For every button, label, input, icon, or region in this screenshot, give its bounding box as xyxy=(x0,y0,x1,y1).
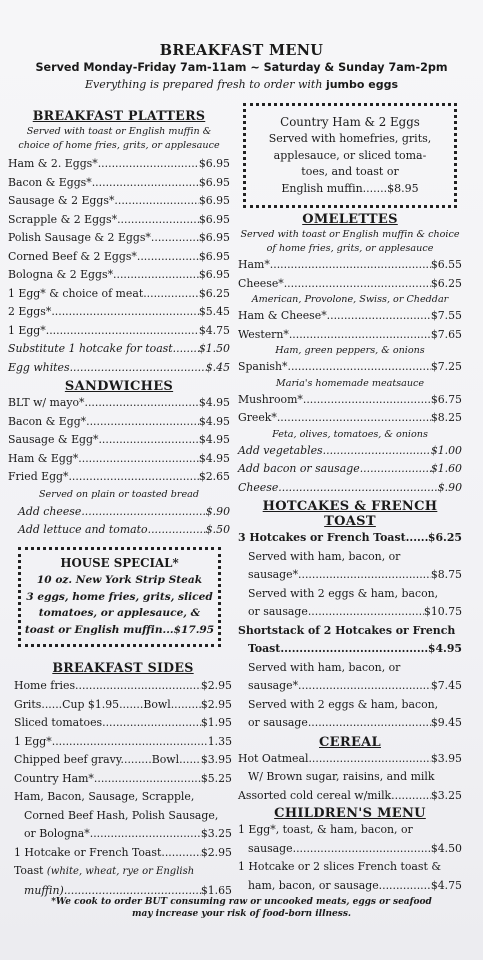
list-item: Corned Beef & 2 Eggs* ..... $6.95 xyxy=(8,248,230,267)
list-item: Country Ham* ..... $5.25 xyxy=(14,770,232,789)
list-item: 1 Egg* & choice of meat ..... $6.25 xyxy=(8,285,230,304)
cereal-heading: CEREAL xyxy=(319,734,381,750)
omelettes-heading: OMELETTES xyxy=(302,212,398,227)
list-item: Add lettuce and tomato ..... $.50 xyxy=(8,521,230,540)
sandwiches-list xyxy=(8,394,230,540)
list-item: ham, bacon, or sausage ..... $4.75 xyxy=(238,877,462,896)
list-item: Ham* ..... $6.55 xyxy=(238,256,462,275)
list-item: Fried Egg* ..... $2.65 xyxy=(8,468,230,487)
list-item: Sliced tomatoes ..... $1.95 xyxy=(14,714,232,733)
list-item: Mushroom* ..... $6.75 xyxy=(238,391,462,410)
list-item: Bacon & Egg* ..... $4.95 xyxy=(8,413,230,432)
list-item: Add bacon or sausage ..... $1.60 xyxy=(238,460,462,479)
platters-note: Served with toast or English muffin & choice of home fries, grits, or applesauce xyxy=(18,126,220,151)
platters-heading: BREAKFAST PLATTERS xyxy=(32,108,206,123)
list-item: Chipped beef gravy.........Bowl ..... $3.95 xyxy=(14,751,232,770)
list-item: Sausage & 2 Eggs* ..... $6.95 xyxy=(8,192,230,211)
list-item: Spanish* ..... $7.25 xyxy=(238,358,462,377)
list-item: Ham & Egg* ..... $4.95 xyxy=(8,450,230,469)
list-item: muffin) ..... $1.65 xyxy=(14,882,232,901)
sandwiches-heading: SANDWICHES xyxy=(64,379,174,394)
list-item: or Bologna* ..... $3.25 xyxy=(14,825,232,844)
hours-line: Served Monday-Friday 7am-11am ~ Saturday & Sunday 7am-2pm xyxy=(35,61,448,74)
list-item: BLT w/ mayo* ..... $4.95 xyxy=(8,394,230,413)
list-item: Assorted cold cereal w/milk ..... $3.25 xyxy=(238,787,462,806)
list-item: Grits......Cup $1.95.......Bowl ..... $2.95 xyxy=(14,696,232,715)
list-item: or sausage ..... $10.75 xyxy=(238,603,462,622)
list-item: Scrapple & 2 Eggs* ..... $6.95 xyxy=(8,211,230,230)
list-item: sausage* ..... $8.75 xyxy=(238,566,462,585)
list-item: Toast ..... $4.95 xyxy=(238,640,462,659)
list-item: Add vegetables ..... $1.00 xyxy=(238,442,462,461)
platters-list xyxy=(8,155,230,377)
list-item: 2 Eggs* ..... $5.45 xyxy=(8,303,230,322)
sandwiches-note: Served on plain or toasted bread xyxy=(38,488,200,500)
menu-title: BREAKFAST MENU xyxy=(159,42,324,59)
footer-disclaimer: *We cook to order BUT consuming raw or uncooked meats, eggs or seafood may increase your risk of food-born illness. xyxy=(51,897,432,919)
house-special-box: HOUSE SPECIAL* 10 oz. New York Strip Steak 3 eggs, home fries, grits, sliced tomatoes, or applesauce, & toast or English muffin...$17.95 xyxy=(18,547,221,647)
list-item: Hot Oatmeal ..... $3.95 xyxy=(238,750,462,769)
country-title: Country Ham & 2 Eggs xyxy=(280,115,420,129)
list-item: Ham & Cheese* ..... $7.55 xyxy=(238,307,462,326)
list-item: or sausage ..... $9.45 xyxy=(238,714,462,733)
list-item: Cheese ..... $.90 xyxy=(238,479,462,498)
list-item: 3 Hotcakes or French Toast ..... $6.25 xyxy=(238,529,462,548)
country-ham-box: Country Ham & 2 Eggs Served with homefries, grits, applesauce, or sliced toma- toes, and toast or English muffin.......$8.95 xyxy=(243,103,457,208)
list-item: Substitute 1 hotcake for toast ..... $1.50 xyxy=(8,340,230,359)
list-item: Add cheese ..... $.90 xyxy=(8,503,230,522)
list-item: 1 Egg* ..... $4.75 xyxy=(8,322,230,341)
right-column: OMELETTES Served with toast or English muffin & choice of home fries, grits, or applesauce Ham* ..... $6.55 Cheese* ..... $6.25 American, Provolone, Swiss, or Cheddar Ham & Cheese* ..... $7.55 Western* ..... $7.65 Ham, green peppers, & onions Spanish* ..... $7.25 Maria's homemade meatsauce Mushroom* ..... $6.75 Greek* ..... $8.25 Feta, olives, tomatoes, & onions Add vegetables ..... $1.00 Add bacon or sausage ..... $1.60 Cheese ..... $.90 HOTCAKES & FRENCH TOAST 3 Hotcakes or French Toast ..... $6.25 Served with ham, bacon, or sausage* ..... $8.75 Served with 2 eggs & ham, bacon, or sausage ..... $10.75 Shortstack of 2 Hotcakes or French Toast ..... $4.95 Served with ham, bacon, or sausage* ..... $7.45 Served with 2 eggs & ham, bacon, or sausage ..... $9.45 CEREAL Hot Oatmeal ..... $3.95 W/ Brown sugar, raisins, and milk Assorted cold cereal w/milk ..... $3.25 CHILDREN'S MENU 1 Egg*, toast, & ham, bacon, or sausage ..... $4.50 1 Hotcake or 2 slices French toast & ham, bacon, or sausage ..... $4.75 xyxy=(238,212,462,895)
list-item: 1 Egg* ..... 1.35 xyxy=(14,733,232,752)
special-title: HOUSE SPECIAL* xyxy=(60,556,179,570)
left-column xyxy=(8,108,230,540)
list-item: Bologna & 2 Eggs* ..... $6.95 xyxy=(8,266,230,285)
hotcakes-heading: HOTCAKES & FRENCH TOAST xyxy=(262,499,438,529)
list-item: Western* ..... $7.65 xyxy=(238,326,462,345)
list-item: Cheese* ..... $6.25 xyxy=(238,275,462,294)
list-item: Egg whites ..... $.45 xyxy=(8,359,230,378)
children-heading: CHILDREN'S MENU xyxy=(274,806,426,821)
list-item: sausage ..... $4.50 xyxy=(238,840,462,859)
list-item: Bacon & Eggs* ..... $6.95 xyxy=(8,174,230,193)
fresh-line: Everything is prepared fresh to order with jumbo eggs xyxy=(84,78,399,91)
list-item: Sausage & Egg* ..... $4.95 xyxy=(8,431,230,450)
list-item: sausage* ..... $7.45 xyxy=(238,677,462,696)
sides-section: BREAKFAST SIDES Home fries ..... $2.95 Grits......Cup $1.95.......Bowl ..... $2.95 Sliced tomatoes ..... $1.95 1 Egg* ..... 1.35 Chipped beef gravy.........Bowl ..... $3.95 Country Ham* ..... $5.25 Ham, Bacon, Sausage, Scrapple, Corned Beef Hash, Polish Sausage, or Bologna* ..... $3.25 1 Hotcake or French Toast ..... $2.95 Toast (white, wheat, rye or English muffin) ..... $1.65 xyxy=(14,660,232,900)
list-item: Polish Sausage & 2 Eggs* ..... $6.95 xyxy=(8,229,230,248)
sides-heading: BREAKFAST SIDES xyxy=(52,660,194,675)
list-item: Home fries ..... $2.95 xyxy=(14,677,232,696)
list-item: Greek* ..... $8.25 xyxy=(238,409,462,428)
omelettes-note: Served with toast or English muffin & choice of home fries, grits, or applesauce xyxy=(240,229,460,254)
list-item: 1 Hotcake or French Toast ..... $2.95 xyxy=(14,844,232,863)
list-item: Ham & 2. Eggs* ..... $6.95 xyxy=(8,155,230,174)
